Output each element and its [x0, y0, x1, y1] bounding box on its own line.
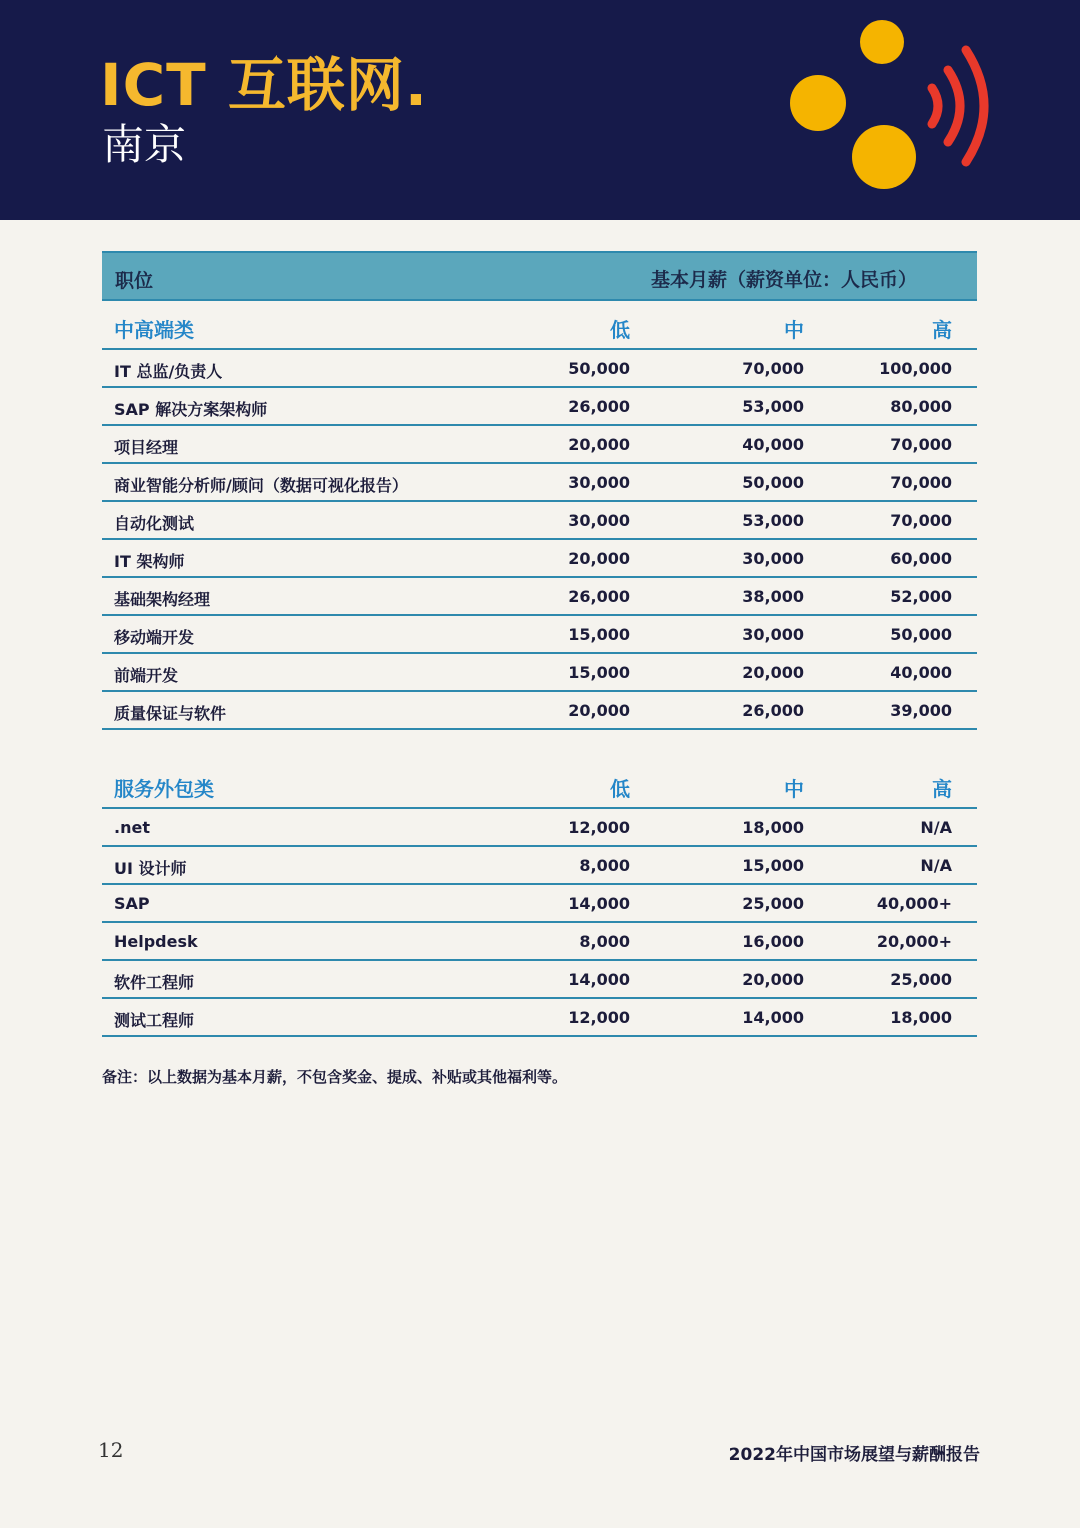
salary-high-cell: 52,000	[890, 587, 952, 606]
salary-mid-cell: 20,000	[742, 663, 804, 682]
section-title: 中高端类	[114, 318, 194, 342]
job-title-cell: IT 总监/负责人	[114, 362, 223, 381]
table-row	[102, 654, 977, 692]
salary-low-cell: 50,000	[568, 359, 630, 378]
table-row	[102, 388, 977, 426]
salary-low-cell: 15,000	[568, 625, 630, 644]
job-title-cell: IT 架构师	[114, 552, 185, 571]
table-row	[102, 961, 977, 999]
page-header	[0, 0, 1080, 220]
salary-low-cell: 15,000	[568, 663, 630, 682]
page-subtitle: 南京	[102, 120, 187, 169]
salary-high-cell: N/A	[920, 818, 952, 837]
job-title-cell: 软件工程师	[114, 973, 195, 992]
section-title: 服务外包类	[114, 777, 214, 801]
salary-mid-cell: 16,000	[742, 932, 804, 951]
salary-high-cell: 20,000+	[876, 932, 952, 951]
salary-low-cell: 20,000	[568, 549, 630, 568]
salary-high-cell: 25,000	[890, 970, 952, 989]
salary-high-cell: 39,000	[890, 701, 952, 720]
salary-mid-cell: 70,000	[742, 359, 804, 378]
salary-mid-cell: 38,000	[742, 587, 804, 606]
salary-low-cell: 20,000	[568, 435, 630, 454]
salary-mid-cell: 40,000	[742, 435, 804, 454]
job-title-cell: 质量保证与软件	[114, 704, 227, 723]
column-salary-label: 基本月薪（薪资单位：人民币）	[650, 269, 917, 291]
salary-low-cell: 12,000	[568, 1008, 630, 1027]
column-mid-label: 中	[784, 777, 804, 801]
salary-high-cell: 70,000	[890, 511, 952, 530]
salary-low-cell: 26,000	[568, 397, 630, 416]
salary-mid-cell: 25,000	[742, 894, 804, 913]
column-low-label: 低	[610, 318, 630, 342]
salary-high-cell: 80,000	[890, 397, 952, 416]
table-row	[102, 923, 977, 961]
salary-mid-cell: 14,000	[742, 1008, 804, 1027]
salary-mid-cell: 53,000	[742, 511, 804, 530]
salary-mid-cell: 26,000	[742, 701, 804, 720]
table-row	[102, 464, 977, 502]
table-row	[102, 692, 977, 730]
column-high-label: 高	[932, 777, 952, 801]
salary-high-cell: 40,000	[890, 663, 952, 682]
salary-low-cell: 26,000	[568, 587, 630, 606]
salary-high-cell: 18,000	[890, 1008, 952, 1027]
salary-mid-cell: 20,000	[742, 970, 804, 989]
salary-high-cell: 40,000+	[876, 894, 952, 913]
signal-dots-logo-icon	[780, 14, 1020, 204]
section-header	[102, 761, 977, 809]
salary-high-cell: 60,000	[890, 549, 952, 568]
salary-high-cell: N/A	[920, 856, 952, 875]
column-mid-label: 中	[784, 318, 804, 342]
table-row	[102, 502, 977, 540]
salary-high-cell: 100,000	[879, 359, 952, 378]
salary-low-cell: 14,000	[568, 970, 630, 989]
table-row	[102, 540, 977, 578]
column-low-label: 低	[610, 777, 630, 801]
salary-low-cell: 8,000	[579, 932, 630, 951]
footnote: 备注：以上数据为基本月薪，不包含奖金、提成、补贴或其他福利等。	[102, 1068, 568, 1086]
salary-mid-cell: 30,000	[742, 549, 804, 568]
salary-mid-cell: 18,000	[742, 818, 804, 837]
table-row	[102, 847, 977, 885]
job-title-cell: SAP 解决方案架构师	[114, 400, 268, 419]
job-title-cell: Helpdesk	[114, 932, 198, 951]
salary-low-cell: 12,000	[568, 818, 630, 837]
salary-low-cell: 30,000	[568, 473, 630, 492]
job-title-cell: SAP	[114, 894, 150, 913]
salary-high-cell: 50,000	[890, 625, 952, 644]
salary-mid-cell: 15,000	[742, 856, 804, 875]
salary-low-cell: 30,000	[568, 511, 630, 530]
salary-low-cell: 14,000	[568, 894, 630, 913]
table-row	[102, 809, 977, 847]
table-row	[102, 426, 977, 464]
salary-high-cell: 70,000	[890, 473, 952, 492]
section-header	[102, 302, 977, 350]
table-row	[102, 885, 977, 923]
table-row	[102, 350, 977, 388]
salary-low-cell: 20,000	[568, 701, 630, 720]
column-position-label: 职位	[115, 270, 154, 292]
salary-mid-cell: 53,000	[742, 397, 804, 416]
salary-mid-cell: 30,000	[742, 625, 804, 644]
salary-mid-cell: 50,000	[742, 473, 804, 492]
salary-low-cell: 8,000	[579, 856, 630, 875]
page-title: ICT 互联网.	[100, 51, 428, 119]
job-title-cell: UI 设计师	[114, 859, 187, 878]
table-row	[102, 616, 977, 654]
job-title-cell: 项目经理	[114, 438, 179, 457]
job-title-cell: .net	[114, 818, 150, 837]
job-title-cell: 基础架构经理	[114, 590, 211, 609]
job-title-cell: 移动端开发	[114, 628, 195, 647]
table-header	[102, 251, 977, 301]
column-high-label: 高	[932, 318, 952, 342]
job-title-cell: 测试工程师	[114, 1011, 195, 1030]
report-title: 2022年中国市场展望与薪酬报告	[728, 1445, 980, 1465]
table-row	[102, 999, 977, 1037]
salary-high-cell: 70,000	[890, 435, 952, 454]
job-title-cell: 商业智能分析师/顾问（数据可视化报告）	[114, 476, 408, 495]
page-number: 12	[98, 1438, 124, 1462]
job-title-cell: 前端开发	[114, 666, 179, 685]
job-title-cell: 自动化测试	[114, 514, 195, 533]
table-row	[102, 578, 977, 616]
